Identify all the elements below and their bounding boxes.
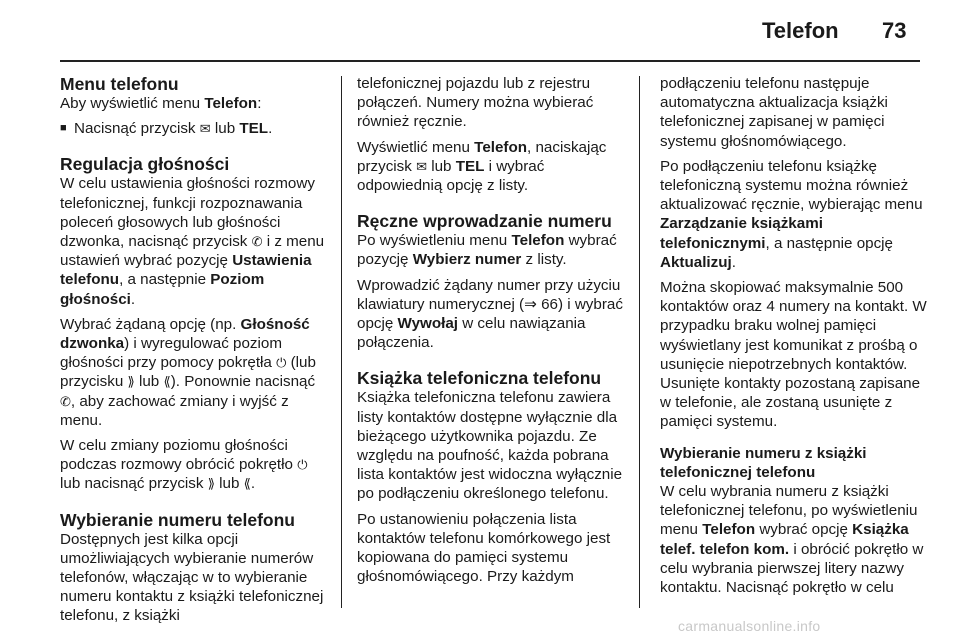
paragraph: Po wyświetleniu menu Telefon wybrać pozycję Wybierz numer z listy.	[357, 232, 617, 269]
watermark: carmanualsonline.info	[678, 618, 821, 634]
phone-menu-icon: ✉	[199, 121, 211, 137]
paragraph: Aby wyświetlić menu Telefon:	[60, 95, 262, 112]
paragraph: W celu ustawienia głośności rozmowy telefonicznej, funkcji rozpoznawania poleceń głosowych lub głośności dzwonka, nacisnąć przycisk ✆ i z menu ustawień wybrać pozycję Ustawienia telefonu, a następnie Poziom głośności.	[60, 175, 325, 308]
paragraph: Wyświetlić menu Telefon, naciskając przycisk ✉ lub TEL i wybrać odpowiednią opcję z listy.	[357, 138, 607, 195]
paragraph: Wybrać żądaną opcję (np. Głośność dzwonka) i wyregulować poziom głośności przy pomocy pokrętła ⏻ (lub przycisku ⟫ lub ⟪). Ponownie nacisnąć ✆, aby zachować zmiany i wyjść z menu.	[60, 315, 316, 429]
column-3	[660, 74, 928, 603]
column-1	[60, 74, 330, 632]
column-2	[357, 74, 629, 592]
paragraph: Książka telefoniczna telefonu zawiera listy kontaktów dostępne wyłącznie dla bieżącego użytkownika pojazdu. Ze względu na poufność, każda pobrana lista kontaktów jest widoczna wyłącznie po podłączeniu określonego telefonu.	[357, 389, 623, 503]
column-divider-2	[639, 76, 640, 608]
phone-icon: ✆	[60, 393, 71, 409]
rotary-knob-icon: ⏻	[276, 355, 287, 371]
page-reference-arrow-icon[interactable]: ⇒	[524, 295, 537, 313]
column-divider-1	[341, 76, 342, 608]
page-title: Telefon	[762, 18, 839, 43]
section-title-menu-telefonu: Menu telefonu	[60, 74, 179, 94]
page-header	[0, 18, 960, 48]
paragraph: Wprowadzić żądany numer przy użyciu klawiatury numerycznej (⇒ 66) i wybrać opcję Wywołaj w celu nawiązania połączenia.	[357, 276, 623, 352]
phone-menu-icon: ✉	[416, 158, 427, 174]
paragraph: telefonicznej pojazdu lub z rejestru połączeń. Numery można wybierać również ręcznie.	[357, 75, 594, 131]
paragraph: W celu wybrania numeru z książki telefonicznej telefonu, po wyświetleniu menu Telefon wybrać opcję Książka telef. telefon kom. i obrócić pokrętło w celu wybrania pierwszej litery nazwy kontaktu. Nacisnąć pokrętło w celu	[660, 483, 924, 597]
paragraph: podłączeniu telefonu następuje automatyczna aktualizacja książki telefonicznej zapisanej w pamięci systemu głośnomówiącego.	[660, 75, 888, 150]
seek-down-icon: ⟪	[163, 374, 171, 390]
seek-up-icon: ⟫	[207, 476, 215, 492]
paragraph: Po ustanowieniu połączenia lista kontaktów telefonu komórkowego jest kopiowana do pamięci systemu głośnomówiącego. Przy każdym	[357, 510, 611, 586]
paragraph: Dostępnych jest kilka opcji umożliwiających wybieranie numerów telefonów, włączając w to wybieranie numeru kontaktu z książki telefonicznej telefonu, z książki	[60, 530, 324, 625]
phone-icon: ✆	[251, 234, 263, 250]
seek-down-icon: ⟪	[243, 476, 251, 492]
section-title-regulacja: Regulacja głośności	[60, 154, 230, 175]
paragraph: Można skopiować maksymalnie 500 kontaktów oraz 4 numery na kontakt. W przypadku braku wolnej pamięci wyświetlany jest komunikat z prośbą o usunięcie niepotrzebnych kontaktów. Usunięte kontakty pozostaną zapisane w telefonie, ale zostaną usunięte z pamięci systemu.	[660, 279, 927, 431]
seek-up-icon: ⟫	[127, 374, 135, 390]
section-title-reczne: Ręczne wprowadzanie numeru	[357, 211, 612, 232]
header-rule	[60, 60, 920, 62]
bullet-item: ■ Nacisnąć przycisk ✉ lub TEL.	[60, 119, 330, 138]
subsection-title-wybieranie-z-ksiazki: Wybieranie numeru z książki telefonicznej telefonu	[660, 444, 867, 481]
page-number: 73	[882, 18, 907, 43]
section-title-wybieranie: Wybieranie numeru telefonu	[60, 509, 295, 530]
rotary-knob-icon: ⏻	[297, 457, 308, 473]
paragraph: Po podłączeniu telefonu książkę telefoniczną systemu można również aktualizować ręcznie, wybierając menu Zarządzanie książkami telefonicznymi, a następnie opcję Aktualizuj.	[660, 157, 923, 271]
paragraph: W celu zmiany poziomu głośności podczas rozmowy obrócić pokrętło ⏻ lub nacisnąć przycisk ⟫ lub ⟪.	[60, 437, 308, 493]
section-title-ksiazka: Książka telefoniczna telefonu	[357, 368, 602, 389]
